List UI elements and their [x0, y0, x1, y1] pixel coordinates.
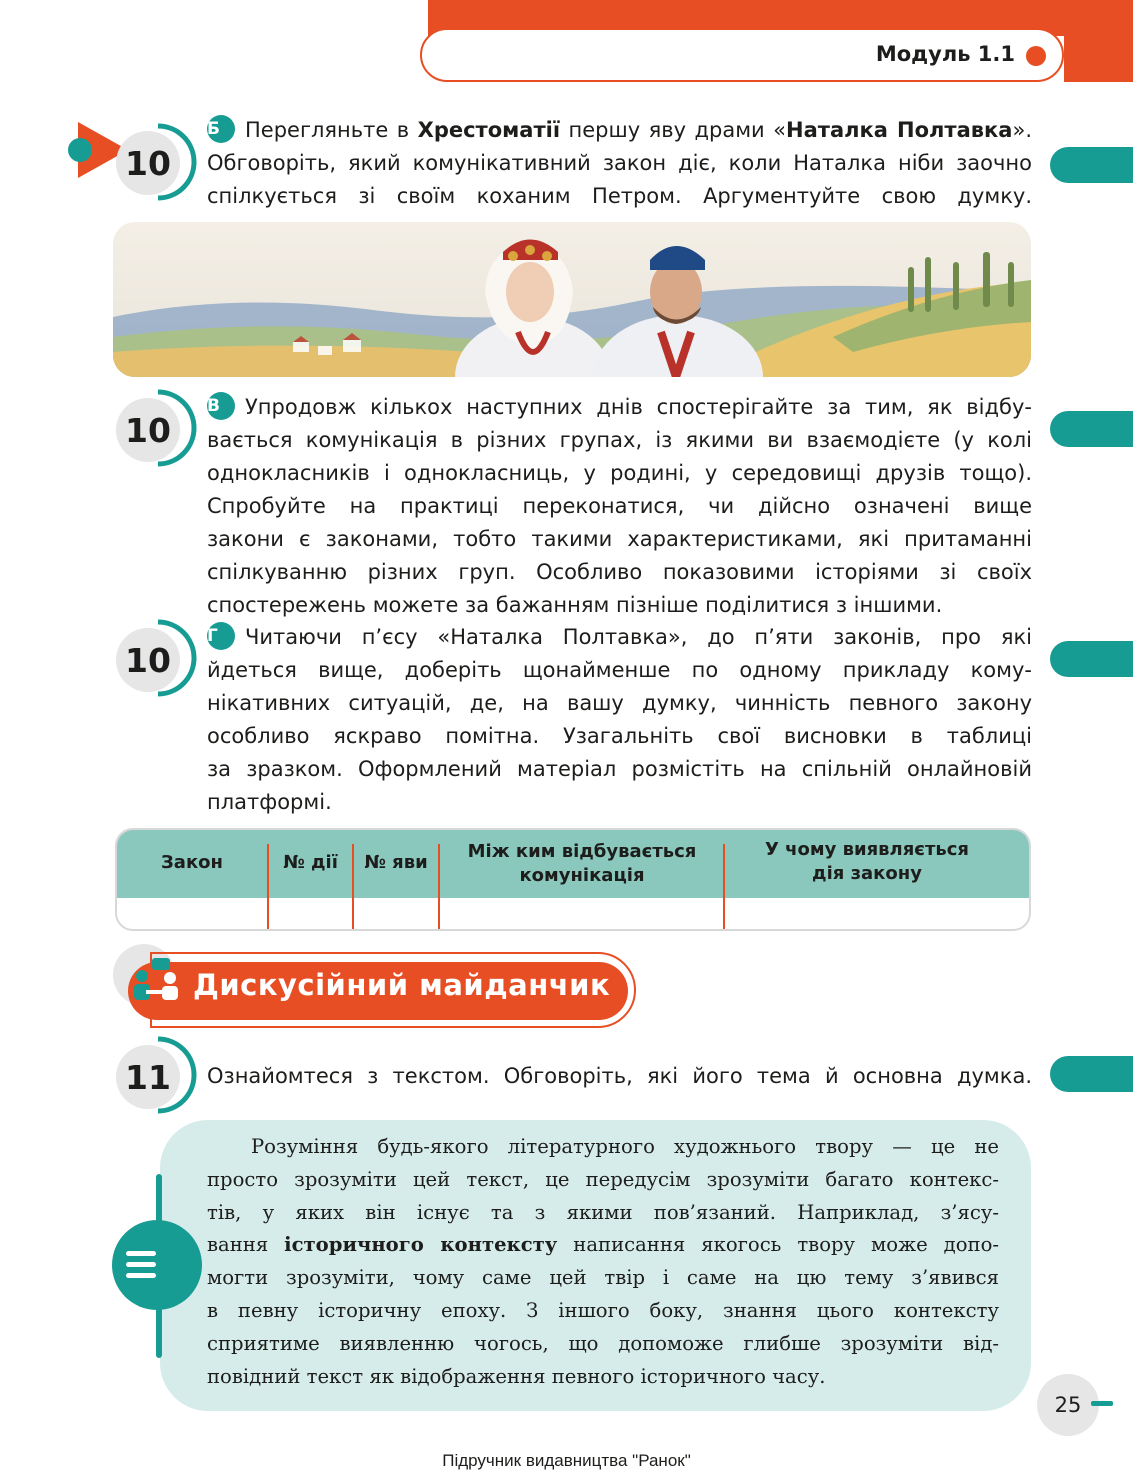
discussion-title: Дискусійний майданчик	[193, 968, 611, 1002]
table-header-cell: Закон	[161, 852, 223, 873]
task-number: 10	[116, 131, 180, 195]
table-header-cell: У чому виявляється дія закону	[765, 839, 969, 884]
task-number: 11	[116, 1045, 180, 1109]
header-right-block	[1064, 28, 1133, 82]
page-number: 25	[1037, 1374, 1099, 1436]
margin-tab	[1050, 147, 1133, 183]
module-dot	[1026, 46, 1046, 66]
task-letter-badge: Б	[207, 115, 235, 143]
footer-publisher: Підручник видавництва "Ранок"	[442, 1451, 691, 1470]
task-letter-badge: В	[207, 392, 235, 420]
laws-table	[115, 828, 1031, 931]
margin-tab	[1050, 411, 1133, 447]
text-lines-icon	[124, 1247, 160, 1283]
task-number: 10	[116, 628, 180, 692]
illustration-couple	[113, 222, 1031, 377]
margin-tab	[1050, 1056, 1133, 1092]
module-label: Модуль 1.1	[875, 42, 1015, 66]
table-header-cell: № яви	[364, 852, 428, 873]
discussion-people-icon	[130, 956, 182, 1004]
reading-text: Розуміння будь-якого літературного художнього твору — це не просто зрозуміти цей текст, це передусім зрозуміти багато контекс- тів, у яких він існує та з якими пов’язаний. Наприклад, з’ясу- вання історичного контексту написання якогось твору може допо- могти зрозуміти, чому саме цей твір і саме на цю тему з’явився в певну історичну епоху. З іншого боку, знання цього контексту сприятиме виявленню чогось, що допоможе глибше зрозуміти від- повідний текст як відображення певного історичного часу.	[207, 1135, 999, 1388]
table-header-cell: Між ким відбувається комунікація	[467, 841, 697, 886]
margin-tab	[1050, 641, 1133, 677]
task-10b-text: Б Перегляньте в Хрестоматії першу яву драми «Наталка Полтавка». Обговоріть, який комунікативний закон діє, коли Наталка ніби заочно спілкується зі своїм коханим Петром. Аргументуйте свою думку.	[207, 114, 1032, 213]
task-11-text: Ознайомтеся з текстом. Обговоріть, які його тема й основна думка.	[207, 1064, 1032, 1088]
column-divider	[723, 844, 725, 931]
task-10v-text: В Упродовж кількох наступних днів спостерігайте за тим, як відбу- вається комунікація в різних групах, із якими ви взаємодієте (у колі однокласників і однокласниць, у родині, у середовищі друзів тощо). Спробуйте на практиці переконатися, чи дійсно означені вище закони є законами, тобто такими характеристиками, які притаманні спілкуванню різних груп. Особливо показовими історіями зі своїх спостережень можете за бажанням пізніше поділитися з іншими.	[207, 391, 1032, 622]
task-10g-text: Г Читаючи п’єсу «Наталка Полтавка», до п’яти законів, про які йдеться вище, доберіть щонайменше по одному прикладу кому- нікативних ситуацій, де, на вашу думку, чинність певного закону особливо яскраво помітна. Узагальніть свої висновки в таблиці за зразком. Оформлений матеріал розмістіть на спільній онлайновій платформі.	[207, 621, 1032, 819]
column-divider	[438, 844, 440, 931]
task-number: 10	[116, 398, 180, 462]
page-number-dash	[1091, 1401, 1113, 1406]
task-letter-badge: Г	[207, 622, 235, 650]
table-header-cell: № дії	[283, 852, 338, 873]
